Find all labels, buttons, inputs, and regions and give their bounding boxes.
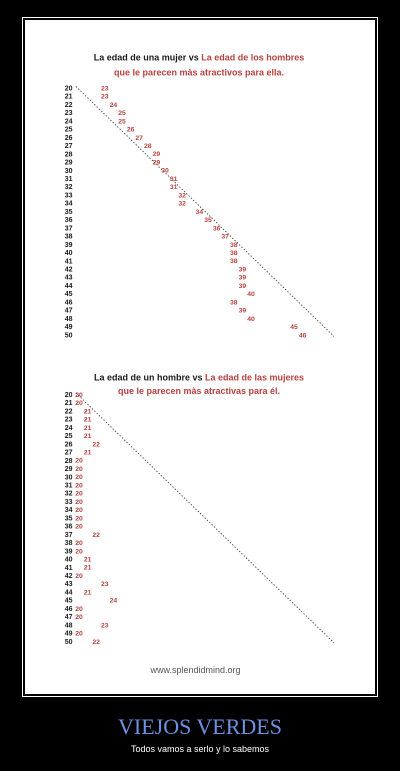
poster-subtitle: Todos vamos a serlo y lo sabemos — [130, 744, 270, 754]
data-point-value-label: 20 — [75, 540, 83, 548]
row-age-label: 31 — [64, 175, 73, 183]
row-age-label: 25 — [64, 126, 73, 134]
data-point-value-label: 23 — [101, 85, 109, 93]
row-age-label: 30 — [64, 167, 73, 175]
row-age-label: 47 — [64, 307, 73, 315]
data-point-value-label: 21 — [83, 589, 92, 597]
row-age-label: 36 — [64, 217, 73, 225]
data-point-value-label: 20 — [75, 498, 83, 506]
data-point-value-label: 20 — [75, 614, 83, 622]
data-point-value-label: 24 — [109, 597, 118, 605]
row-age-label: 23 — [64, 110, 73, 118]
row-age-label: 33 — [64, 192, 73, 200]
data-point-value-label: 24 — [109, 101, 118, 109]
row-age-label: 27 — [64, 449, 73, 457]
row-age-label: 49 — [64, 324, 73, 332]
identity-dotted-line — [76, 393, 334, 643]
row-age-label: 25 — [64, 433, 73, 441]
row-age-label: 35 — [64, 515, 73, 523]
data-point-value-label: 40 — [247, 315, 255, 323]
row-age-label: 26 — [64, 441, 73, 449]
data-point-value-label: 38 — [230, 241, 238, 249]
row-age-label: 31 — [64, 482, 73, 490]
row-age-label: 27 — [64, 143, 73, 151]
row-age-label: 47 — [64, 614, 73, 622]
data-point-value-label: 21 — [83, 433, 92, 441]
row-age-label: 29 — [64, 159, 73, 167]
row-age-label: 50 — [64, 638, 73, 646]
row-age-label: 39 — [64, 548, 73, 556]
chart-women-vs-men — [65, 52, 334, 339]
data-point-value-label: 32 — [178, 192, 186, 200]
row-age-label: 22 — [64, 101, 73, 109]
chart-title-black-part: La edad de un hombre vs — [93, 372, 203, 383]
row-age-label: 43 — [64, 581, 73, 589]
data-point-value-label: 38 — [230, 249, 238, 257]
data-point-value-label: 20 — [75, 482, 83, 490]
chart-men-vs-women — [65, 372, 334, 646]
row-age-label: 30 — [64, 474, 73, 482]
row-age-label: 45 — [64, 291, 73, 299]
row-age-label: 45 — [64, 597, 73, 605]
data-point-value-label: 39 — [238, 266, 247, 274]
data-point-value-label: 21 — [83, 424, 92, 432]
data-point-value-label: 28 — [144, 142, 152, 150]
data-point-value-label: 21 — [83, 564, 92, 572]
row-age-label: 26 — [64, 134, 73, 142]
row-age-label: 23 — [64, 416, 73, 424]
data-point-value-label: 31 — [169, 184, 178, 192]
data-point-value-label: 23 — [101, 622, 109, 630]
data-point-value-label: 31 — [169, 175, 178, 183]
data-point-value-label: 27 — [135, 134, 143, 142]
chart-rows — [65, 392, 334, 646]
chart-subtitle: que le parecen màs atractivos para ella. — [113, 67, 285, 78]
data-point-value-label: 32 — [178, 200, 186, 208]
data-point-value-label: 20 — [75, 548, 83, 556]
data-point-value-label: 21 — [83, 556, 92, 564]
data-point-value-label: 39 — [238, 307, 247, 315]
data-point-value-label: 20 — [75, 507, 83, 515]
row-age-label: 42 — [64, 573, 73, 581]
row-age-label: 40 — [64, 556, 73, 564]
poster-title: VIEJOS VERDES — [117, 714, 282, 739]
data-point-value-label: 39 — [238, 282, 247, 290]
data-point-value-label: 20 — [75, 523, 83, 531]
data-point-value-label: 20 — [75, 605, 83, 613]
row-age-label: 37 — [64, 531, 73, 539]
data-point-value-label: 26 — [126, 126, 135, 134]
data-point-value-label: 20 — [75, 391, 83, 399]
row-age-label: 36 — [64, 523, 73, 531]
row-age-label: 35 — [64, 208, 73, 216]
data-point-value-label: 21 — [83, 416, 92, 424]
data-point-value-label: 23 — [101, 581, 109, 589]
row-age-label: 44 — [64, 589, 73, 597]
row-age-label: 22 — [64, 408, 73, 416]
row-age-label: 20 — [64, 85, 73, 93]
data-point-value-label: 46 — [298, 332, 307, 340]
data-point-value-label: 45 — [290, 324, 298, 332]
row-age-label: 34 — [64, 200, 73, 208]
data-point-value-label: 29 — [152, 151, 161, 159]
data-point-value-label: 22 — [92, 441, 100, 449]
data-point-value-label: 34 — [195, 208, 204, 216]
data-point-value-label: 25 — [118, 110, 126, 118]
row-age-label: 21 — [64, 400, 73, 408]
data-point-value-label: 20 — [75, 515, 83, 523]
row-age-label: 46 — [64, 299, 73, 307]
row-age-label: 46 — [64, 605, 73, 613]
row-age-label: 34 — [64, 507, 73, 515]
row-age-label: 41 — [64, 258, 73, 266]
source-credit: www.splendidmind.org — [150, 665, 241, 675]
chart-title — [94, 372, 304, 382]
chart-title-black-part: La edad de una mujer vs — [93, 52, 199, 63]
data-point-value-label: 36 — [212, 225, 221, 233]
data-point-value-label: 23 — [101, 93, 109, 101]
chart-title-red-part: La edad de las mujeres — [205, 372, 305, 383]
data-point-value-label: 20 — [75, 457, 83, 465]
row-age-label: 28 — [64, 151, 73, 159]
data-point-value-label: 22 — [92, 638, 100, 646]
chart-title — [94, 52, 305, 62]
row-age-label: 20 — [64, 391, 73, 399]
row-age-label: 48 — [64, 622, 73, 630]
row-age-label: 50 — [64, 332, 73, 340]
data-point-value-label: 21 — [83, 449, 92, 457]
row-age-label: 33 — [64, 498, 73, 506]
row-age-label: 44 — [64, 282, 73, 290]
row-age-label: 41 — [64, 564, 73, 572]
data-point-value-label: 20 — [75, 572, 83, 580]
data-point-value-label: 29 — [152, 159, 161, 167]
data-point-value-label: 38 — [230, 258, 238, 266]
row-age-label: 24 — [64, 118, 73, 126]
row-age-label: 38 — [64, 540, 73, 548]
row-age-label: 39 — [64, 241, 73, 249]
row-age-label: 40 — [64, 250, 73, 258]
row-age-label: 28 — [64, 457, 73, 465]
row-age-label: 24 — [64, 424, 73, 432]
data-point-value-label: 30 — [161, 167, 169, 175]
chart-title-red-part: La edad de los hombres — [201, 52, 305, 63]
data-point-value-label: 20 — [75, 465, 83, 473]
row-age-label: 48 — [64, 315, 73, 323]
identity-dotted-line — [76, 87, 334, 340]
data-point-value-label: 37 — [221, 233, 229, 241]
data-point-value-label: 20 — [75, 490, 83, 498]
data-point-value-label: 40 — [247, 291, 255, 299]
row-age-label: 29 — [64, 466, 73, 474]
row-age-label: 43 — [64, 274, 73, 282]
row-age-label: 37 — [64, 225, 73, 233]
chart-rows — [65, 85, 334, 339]
data-point-value-label: 20 — [75, 630, 83, 638]
data-point-value-label: 25 — [118, 118, 126, 126]
data-point-value-label: 22 — [92, 531, 100, 539]
data-point-value-label: 35 — [204, 217, 212, 225]
chart-subtitle: que le parecen màs atractivas para él. — [117, 385, 281, 396]
data-point-value-label: 20 — [75, 400, 83, 408]
row-age-label: 32 — [64, 490, 73, 498]
row-age-label: 21 — [64, 93, 73, 101]
data-point-value-label: 20 — [75, 474, 83, 482]
data-point-value-label: 39 — [238, 274, 247, 282]
data-point-value-label: 21 — [83, 408, 92, 416]
row-age-label: 42 — [64, 266, 73, 274]
row-age-label: 32 — [64, 184, 73, 192]
row-age-label: 49 — [64, 630, 73, 638]
row-age-label: 38 — [64, 233, 73, 241]
data-point-value-label: 38 — [230, 299, 238, 307]
